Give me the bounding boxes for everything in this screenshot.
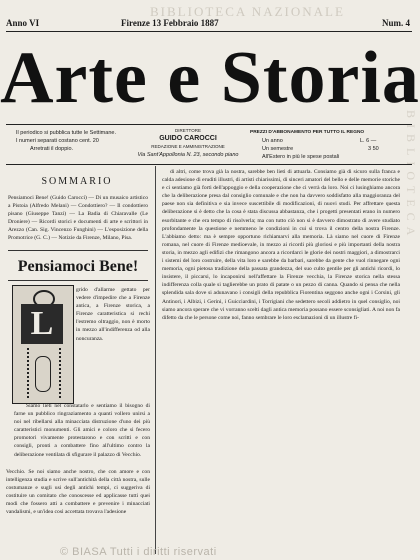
editor-address: Via Sant'Appollonia N. 23, secondo piano bbox=[137, 152, 239, 158]
article-col1-mid: Siamo lieti nel constatarlo e sentiamo il bisogno di farne un pubblico ringraziamento a quanti vollero unirsi a noi nel ribellarsi alla minacciata distruzione d'uno dei più caratteristici monumenti. Gli amici e coloro che si fecero promotori vivamente protestarono e con scritti e con consigli, pronti a combattere fino all'ultimo contro la deliberazione ventilata di sfigurare il palazzo di Vecchio. bbox=[14, 403, 150, 458]
masthead-title: Arte e Storia bbox=[0, 37, 420, 119]
sommario-rule bbox=[8, 250, 148, 251]
header-rule bbox=[6, 164, 412, 165]
decorated-initial bbox=[12, 285, 74, 404]
column-divider bbox=[155, 166, 156, 554]
article-col1-bottom: Vecchio. Se noi siamo anche nostro, che con amore e con intelligenza studia e scrive sull'antichità della città nostra, sulle costumanze e sugli usi degli antichi tempi, ci suggeriva di costituire un comitato che conoscesse ed applicasse tutti quei modi che fossero atti a combattere e prevenire i minacciati vandalismi, e un'idea così accettata trovava l'adesione bbox=[6, 469, 150, 516]
periodical-info bbox=[16, 129, 134, 153]
subscription-abroad: All'Estero in più le spese postali bbox=[262, 154, 340, 160]
top-rule bbox=[6, 31, 412, 32]
subscription-year-price: L. 6 — bbox=[360, 138, 377, 144]
issue-year: Anno VI bbox=[6, 18, 40, 28]
periodical-line1: Il periodico si pubblica tutte le Settimane. bbox=[16, 130, 116, 136]
watermark-top: BIBLIOTECA NAZIONALE bbox=[150, 4, 345, 19]
subscription-header: PREZZI D'ABBONAMENTO PER TUTTO IL REGNO bbox=[250, 130, 365, 135]
periodical-line2: I numeri separati costano cent. 20 bbox=[16, 138, 99, 144]
periodical-line3: Arretrati il doppio. bbox=[30, 146, 74, 152]
article-col2: di altri, come trova già la nostra, sarebbe ben lieti di attuarla. Consiamo già di sicuro sulla franca e calda adesione di eruditi illustri, di artisti chiarissimi, di sinceri amatori del bello e delle memorie storiche e ci sentiamo già forti dell'appoggio e della cooperazione che ci verrà da loro. Noi ci lusinghiamo ancora che la deliberazione presa dal consiglio comunale e che non ha davvero soddisfatto alla maggioranza del paese non sia definitiva e sia invece suscettibile di modificazioni, di nuovi studi. Per affrettare questa deliberazione si è detto che la cosa è stata discussa abbastanza, che i progetti presentati erano in numero esorbitante e che era tempo di risolverla; ma con tutto ciò non si è davvero dimostrato di avere studiato profondamente la questione e nemmeno le condizioni in cui si trova il centro della nostra Firenze. L'abbiamo detto: ma è sempre opportuno richiamarvi alla memoria. Là siamo nel cuore di Firenze romana, nel cuore di Firenze medioevale, in mezzo ai ricordi più gloriosi e più importanti della nostra storia, in mezzo agli edifizi che rimangono ancora a ricordarci le glorie dei nostri maggiori, a dimostrarci i sistemi del loro costruire, della vita loro e sarebbe da barbari, sarebbe da gente che vuol rinnegare ogni memoria, ogni pietosa tradizione della passata grandezza, del suo culto gentile per gli antichi ricordi, lo insistere, il piccarsi, lo incaponirsi nell'affettare la Firenze vecchia, la Firenze storica nella stessa indifferenza colla quale si taglierebbe un prato di patate o un pezzo di canna. Quando si pensa che nella splendida sala dove si adunavano i consigli della repubblica Fiorentina seggono anche ogni i Corsini, gli Antinori, i Albizi, i Gerini, i Guicciardini, i Torrigiani che sedettero secoli addietro in quel consiglio, noi siamo ancora sperare che vi vorranno scelti dagli antica memoria possano essere sconsigliati. A noi non fa difetto da che le persone come noi, fanno sembrare le loro esclamazioni di un illustre fi- bbox=[162, 169, 400, 321]
banner-ornament-inner bbox=[35, 356, 51, 392]
subscription-half-label: Un semestre bbox=[262, 146, 294, 152]
article-col1-top: grido d'allarme gettato per vedere d'impedire che a Firenze antica, a Firenze storica, a Firenze caratteristica si rechi l'estremo oltraggio, non è morto in mezzo all'indifferenza od alla noncuranza. bbox=[76, 287, 150, 342]
article-title: Pensiamoci Bene! bbox=[17, 258, 139, 275]
subscription-info bbox=[250, 129, 410, 161]
editor-role: DIRETTORE bbox=[175, 128, 201, 133]
title-rule bbox=[8, 280, 148, 281]
watermark-bottom: © BIASA Tutti i diritti riservati bbox=[60, 546, 217, 558]
sommario-heading: SOMMARIO bbox=[41, 176, 113, 187]
watermark-side: BIBLIOTECA bbox=[404, 110, 418, 242]
sommario-text: Pensiamoci Bene! (Guido Carocci) — Di un musaico artistico a Pistoia (Alfredo Melani) — Condottiero? — Il condottiero pisano (Giuseppe Tanzi) — La Badia di Chiaravalle (Le Droniere) — Ricordi storici e documenti di arte e scrittori in Arezzo (Can. Sig. Vincenzo Funghini) — L'esposizione della Promotrice (G. C.) — Notizie da Firenze, Milano, Pisa. bbox=[8, 195, 148, 242]
editor-office: REDAZIONE E AMMINISTRAZIONE bbox=[151, 144, 225, 149]
dropcap-letter: L bbox=[21, 304, 63, 344]
issue-number: Num. 4 bbox=[381, 18, 410, 28]
masthead-rule bbox=[6, 124, 412, 125]
subscription-half-price: 3 50 bbox=[368, 146, 379, 152]
issue-date: Firenze 13 Febbraio 1887 bbox=[121, 18, 219, 28]
issue-line bbox=[6, 18, 414, 30]
editor-name: GUIDO CAROCCI bbox=[159, 135, 217, 142]
editor-info bbox=[128, 127, 248, 159]
subscription-year-label: Un anno bbox=[262, 138, 283, 144]
